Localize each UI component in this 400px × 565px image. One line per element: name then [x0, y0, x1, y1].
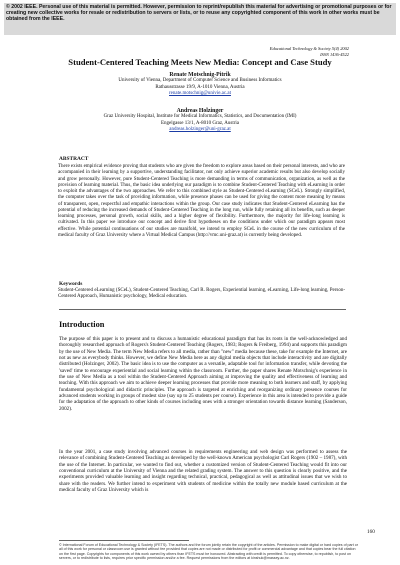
introduction-paragraph-2: In the year 2001, a case study involving advanced courses in requirements engineering and web design was performed to assess the relevance of combining Student-Centered Teaching as developed by the well-known American psychologist Carl Rogers (1902 – 1987), with the use of the Internet. In particular, we wanted to find out, whether a customized version of Student-Centered Teaching would fit into our conventional curriculum at the University of Vienna and the related grading system. The answer to this question is clearly positive, and the experiments provided valuable learning and insight regarding technical, practical, pedagogical as well as attitudinal issues that we wish to share with the readers. We further intend to experiment with students of medicine within the totally new module based curriculum at the medical faculty of Graz University which is — [59, 449, 347, 494]
introduction-heading: Introduction — [59, 320, 105, 329]
author-address: Engelgasse 13/1, A-8010 Graz, Austria — [160, 120, 240, 126]
author-affiliation: University of Vienna, Department of Computer Science and Business Informatics — [118, 78, 282, 84]
author-address: Rathausstrasse 19/9, A-1010 Vienna, Austria — [155, 84, 245, 90]
author-affiliation: Graz University Hospital, Institute for Medical Informatics, Statistics, and Documentation (IMI) — [103, 114, 297, 120]
paper-title: Student-Centered Teaching Meets New Media: Concept and Case Study — [68, 57, 332, 67]
introduction-paragraph-1: The purpose of this paper is to present and to discuss a humanistic educational paradigm that has its roots in the well-acknowledged and thoroughly researched approach of Rogers's Student-Centered Teaching (Rogers, 1983; Rogers & Freiberg, 1994) and supports this paradigm by the use of New Media. The term New Media refers to all media, rather than "new" media because these, take for example the Internet, are not as new as everybody thinks. However, we define New Media here as any digital media objects that include interactivity and are digitally distributed (Holzinger, 2002). The basic idea is to use the computer as a versatile, adaptable tool for information transfer, while devoting the 'saved' time to encourage experiential and social learning within the classroom. Further, the paper shares Renate Motschnig's experience in the use of New Media as a tool within the Student-Centered Approach aiming at improving the quality and effectiveness of learning and teaching. With this approach we aim to achieve deeper learning processes that provide more meaning to both learners and staff, by applying fundamental psychological and didactic principles. The approach is targeted at enriching and reorganizing ordinary presence courses for advanced students working in groups of modest size (say up to 25 students per course). Experience in this area is intended to provide a guide for the adaptation of the approach to other kinds of courses including ones with a stronger orientation towards distance learning (Sanderson, 2002). — [59, 336, 347, 412]
author-name: Renate Motschnig-Pitrik — [169, 72, 231, 78]
author-email-link[interactable]: andreas.holzinger@uni-graz.at — [169, 127, 231, 133]
abstract-text: There exists empirical evidence proving that students who are given the freedom to explore areas based on their personal interests, and who are accompanied in their learning by a supportive, understanding facilitator, not only achieve superior academic results but also develop socially and grow personally. However, pure Student-Centered Teaching is more demanding in terms of communication, organization, as well as the provision of learning material. Thus, the basic idea underlying our paradigm is to combine Student-Centered Teaching with eLearning in order to exploit the advantages of the two approaches. We refer to this combined style as Student-Centered eLearning (SCeL). Strongly simplified, the computer takes over the task of providing information, while presence phases can be used for giving the content more meaning by means of transparent, open, respectful and empathic interactions within the group. Our case study indicates that Student-Centered eLearning has the potential of reducing the increased demands of Student-Centered Teaching in the long run, while fully retaining all its benefits, such as deeper learning processes, personal growth, social skills, and a higher degree of flexibility. Furthermore, the majority for life-long learning is cultivated. In this paper we introduce our concept and derive first hypotheses on the conditions under which our paradigm appears most effective. While potential continuations of our studies are manifold, we intend to employ SCeL in the course of the new curriculum of the medical faculty of Graz University where a Virtual Medical Campus (http://vmc.uni-graz.at) is currently being developed. — [58, 164, 345, 238]
keywords-text: Student-Centered eLearning (SCeL), Student-Centered Teaching, Carl R. Rogers, Experiential learning, eLearning, Life-long learning, Person-Centered Approach, Humanistic psychology, Medical education. — [58, 288, 345, 300]
author-block-1 — [0, 72, 400, 98]
keywords-heading: Keywords — [59, 281, 83, 287]
journal-issn: ISSN 1436-4522 — [320, 52, 349, 57]
author-block-2 — [0, 108, 400, 134]
footer-copyright: © International Forum of Educational Technology & Society (IFETS). The authors and the forum jointly retain the copyright of the articles. Permission to make digital or hard copies of part or all of this work for personal or classroom use is granted without fee provided that copies are not made or distributed for profit or commercial advantage and that copies bear the full citation on the first page. Copyrights for components of this work owned by others than IFETS must be honoured. Abstracting with credit is permitted. To copy otherwise, to republish, to post on servers, or to redistribute to lists, requires prior specific permission and/or a fee. Request permissions from the editors at kinshuk@massey.ac.nz. — [59, 543, 358, 560]
copyright-notice: © 2002 IEEE. Personal use of this material is permitted. However, permission to reprint/republish this material for advertising or promotional purposes or for creating new collective works for resale or redistribution to servers or lists, or to reuse any copyrighted component of this work in other works must be obtained from the IEEE. — [4, 3, 396, 35]
page-number: 160 — [367, 529, 375, 535]
footnote-divider — [59, 540, 189, 541]
journal-citation: Educational Technology & Society 5(4) 2002 — [269, 46, 349, 51]
author-name: Andreas Holzinger — [176, 108, 224, 114]
author-email-link[interactable]: renate.motschnig@univie.ac.at — [169, 91, 231, 97]
section-divider — [59, 309, 346, 310]
abstract-heading: ABSTRACT — [59, 156, 89, 162]
